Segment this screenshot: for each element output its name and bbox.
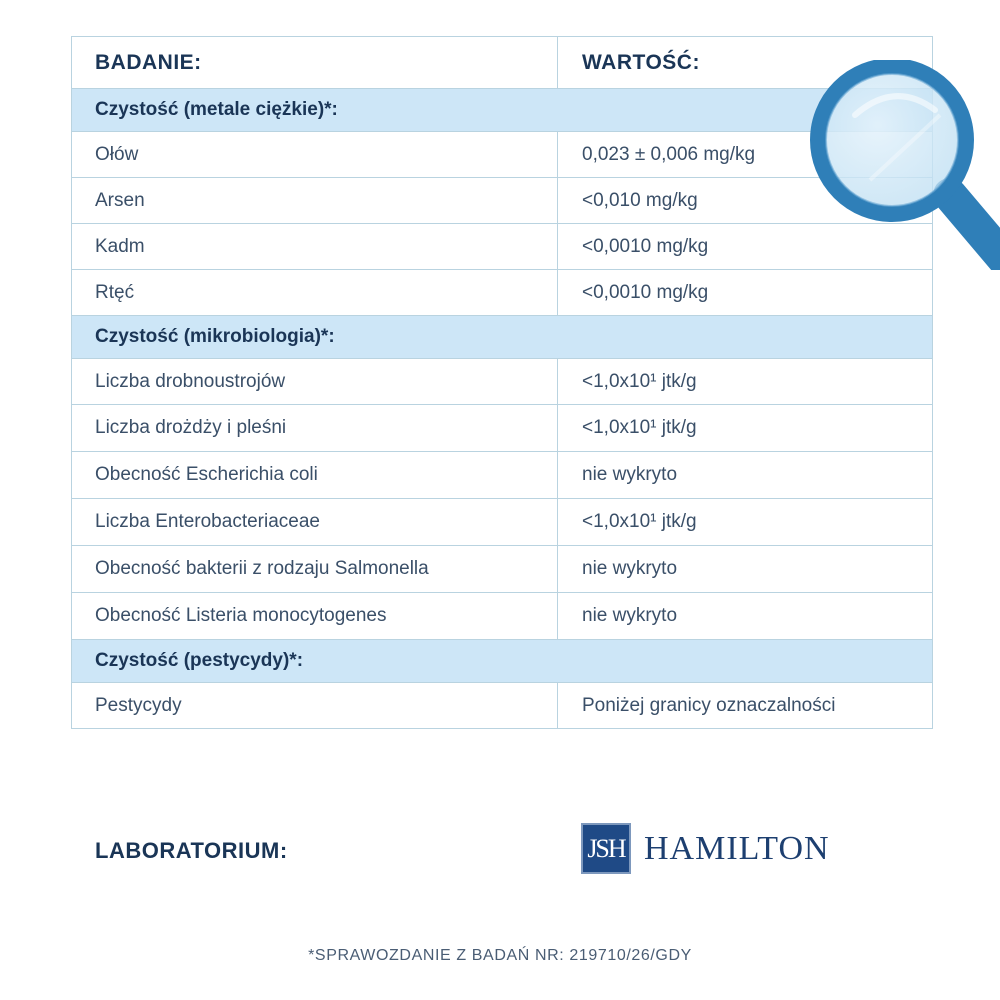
logo-mark: JSH xyxy=(581,823,631,874)
logo-name: HAMILTON xyxy=(644,829,830,867)
table-row xyxy=(72,546,932,593)
header-test: BADANIE: xyxy=(72,37,558,88)
table-row xyxy=(72,683,932,729)
table-row xyxy=(72,359,932,405)
test-value: Poniżej granicy oznaczalności xyxy=(582,694,836,716)
test-name: Rtęć xyxy=(72,270,558,315)
test-name: Liczba drożdży i pleśni xyxy=(72,405,558,451)
section-pesticides: Czystość (pestycydy)*: xyxy=(72,640,932,683)
test-name: Obecność Listeria monocytogenes xyxy=(72,593,558,639)
table-row xyxy=(72,405,932,452)
test-value: nie wykryto xyxy=(582,558,678,579)
test-name: Arsen xyxy=(72,178,558,223)
table-header-row xyxy=(72,37,932,89)
test-value: <0,0010 mg/kg xyxy=(582,235,709,257)
report-footnote: *SPRAWOZDANIE Z BADAŃ NR: 219710/26/GDY xyxy=(308,947,692,964)
table-row xyxy=(72,499,932,546)
test-value: nie wykryto xyxy=(582,605,678,626)
test-value: <1,0x10¹ jtk/g xyxy=(582,511,697,532)
test-name: Kadm xyxy=(72,224,558,269)
test-value: <0,010 mg/kg xyxy=(582,189,698,211)
header-value: WARTOŚĆ: xyxy=(582,50,700,74)
test-value: nie wykryto xyxy=(582,464,678,485)
hamilton-logo xyxy=(581,823,830,874)
table-row xyxy=(72,270,932,316)
table-row xyxy=(72,593,932,640)
section-heavy-metals: Czystość (metale ciężkie)*: xyxy=(72,89,932,132)
test-name: Ołów xyxy=(72,132,558,177)
table-row xyxy=(72,452,932,499)
table-row xyxy=(72,178,932,224)
test-name: Liczba Enterobacteriaceae xyxy=(72,499,558,545)
test-name: Pestycydy xyxy=(72,683,558,728)
results-table xyxy=(71,36,933,729)
section-microbiology: Czystość (mikrobiologia)*: xyxy=(72,316,932,359)
table-row xyxy=(72,132,932,178)
test-value: <0,0010 mg/kg xyxy=(582,281,709,303)
test-name: Obecność bakterii z rodzaju Salmonella xyxy=(72,546,558,592)
laboratory-label: LABORATORIUM: xyxy=(95,838,288,863)
test-name: Liczba drobnoustrojów xyxy=(72,359,558,404)
test-value: 0,023 ± 0,006 mg/kg xyxy=(582,143,756,165)
test-name: Obecność Escherichia coli xyxy=(72,452,558,498)
table-row xyxy=(72,224,932,270)
test-value: <1,0x10¹ jtk/g xyxy=(582,417,697,438)
test-value: <1,0x10¹ jtk/g xyxy=(582,370,697,392)
